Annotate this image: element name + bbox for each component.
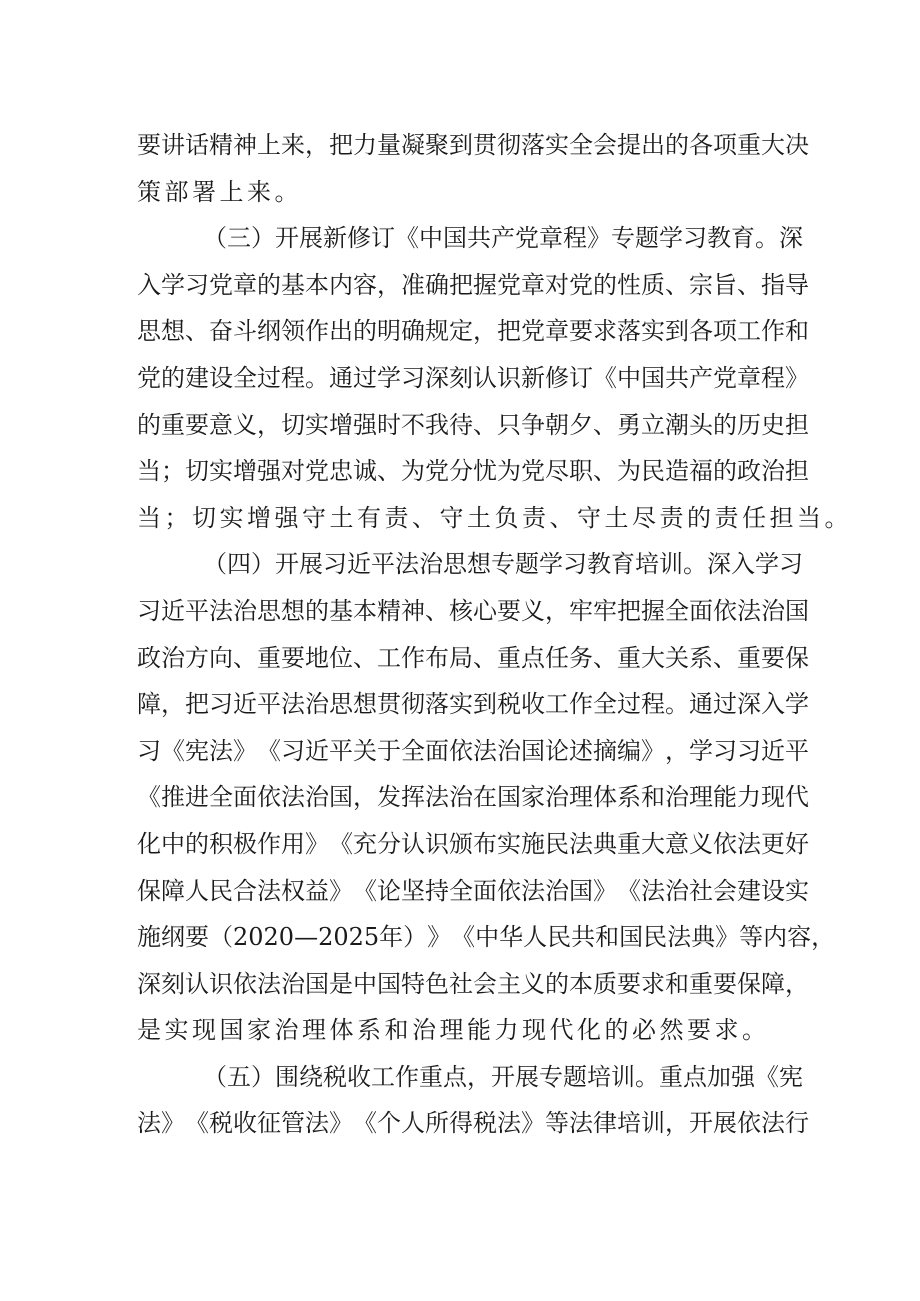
text-line: 入 学 习 党 章 的 基 本 内 容 ， 准 确 把 握 党 章 对 党 的 性 质 、 宗 旨 、 指 导	[137, 270, 809, 299]
text-line: 当 ； 切 实 增 强 对 党 忠 诚 、 为 党 分 忧 为 党 尽 职 、 为 民 造 福 的 政 治 担	[137, 457, 809, 486]
text-line: 策部署上来。	[137, 177, 302, 206]
text-line: 化 中 的 积 极 作 用 》 《 充 分 认 识 颁 布 实 施 民 法 典 重 大 意 义 依 法 更 好	[137, 829, 809, 858]
text-line: 施 纲 要 （ 2020 — 2025 年 ） 》 《 中 华 人 民 共 和 国 民 法 典 》 等 内 容 ，	[137, 923, 836, 952]
text-line: 法 》 《 税 收 征 管 法 》 《 个 人 所 得 税 法 》 等 法 律 培 训 ， 开 展 依 法 行	[137, 1109, 809, 1138]
text-line: （ 四 ） 开 展 习 近 平 法 治 思 想 专 题 学 习 教 育 培 训 。 深 入 学 习	[203, 550, 803, 579]
document-body	[137, 122, 852, 1147]
text-line: 保 障 人 民 合 法 权 益 》 《 论 坚 持 全 面 依 法 治 国 》 《 法 治 社 会 建 设 实	[137, 876, 809, 905]
text-line: （ 三 ） 开 展 新 修 订 《 中 国 共 产 党 章 程 》 专 题 学 习 教 育 。 深	[203, 224, 803, 253]
text-line: 障 ， 把 习 近 平 法 治 思 想 贯 彻 落 实 到 税 收 工 作 全 过 程 。 通 过 深 入 学	[137, 690, 809, 719]
text-line: 政 治 方 向 、 重 要 地 位 、 工 作 布 局 、 重 点 任 务 、 重 大 关 系 、 重 要 保	[137, 643, 809, 672]
text-line: （ 五 ） 围 绕 税 收 工 作 重 点 ， 开 展 专 题 培 训 。 重 点 加 强 《 宪	[203, 1062, 803, 1091]
text-line: 习 《 宪 法 》 《 习 近 平 关 于 全 面 依 法 治 国 论 述 摘 编 》 ， 学 习 习 近 平	[137, 736, 809, 765]
text-line: 深 刻 认 识 依 法 治 国 是 中 国 特 色 社 会 主 义 的 本 质 要 求 和 重 要 保 障 ，	[137, 969, 809, 998]
text-line: 党 的 建 设 全 过 程 。 通 过 学 习 深 刻 认 识 新 修 订 《 中 国 共 产 党 章 程 》	[137, 363, 809, 392]
text-line: 习 近 平 法 治 思 想 的 基 本 精 神 、 核 心 要 义 ， 牢 牢 把 握 全 面 依 法 治 国	[137, 596, 809, 625]
text-line: 当；切实增强守土有责、守土负责、守土尽责的责任担当。	[137, 503, 852, 532]
text-line: 思 想 、 奋 斗 纲 领 作 出 的 明 确 规 定 ， 把 党 章 要 求 落 实 到 各 项 工 作 和	[137, 317, 809, 346]
text-line: 《 推 进 全 面 依 法 治 国 ， 发 挥 法 治 在 国 家 治 理 体 系 和 治 理 能 力 现 代	[137, 783, 809, 812]
text-line: 要 讲 话 精 神 上 来 ， 把 力 量 凝 聚 到 贯 彻 落 实 全 会 提 出 的 各 项 重 大 决	[137, 131, 809, 159]
text-line: 是实现国家治理体系和治理能力现代化的必然要求。	[137, 1016, 770, 1045]
text-line: 的 重 要 意 义 ， 切 实 增 强 时 不 我 待 、 只 争 朝 夕 、 勇 立 潮 头 的 历 史 担	[137, 410, 809, 439]
